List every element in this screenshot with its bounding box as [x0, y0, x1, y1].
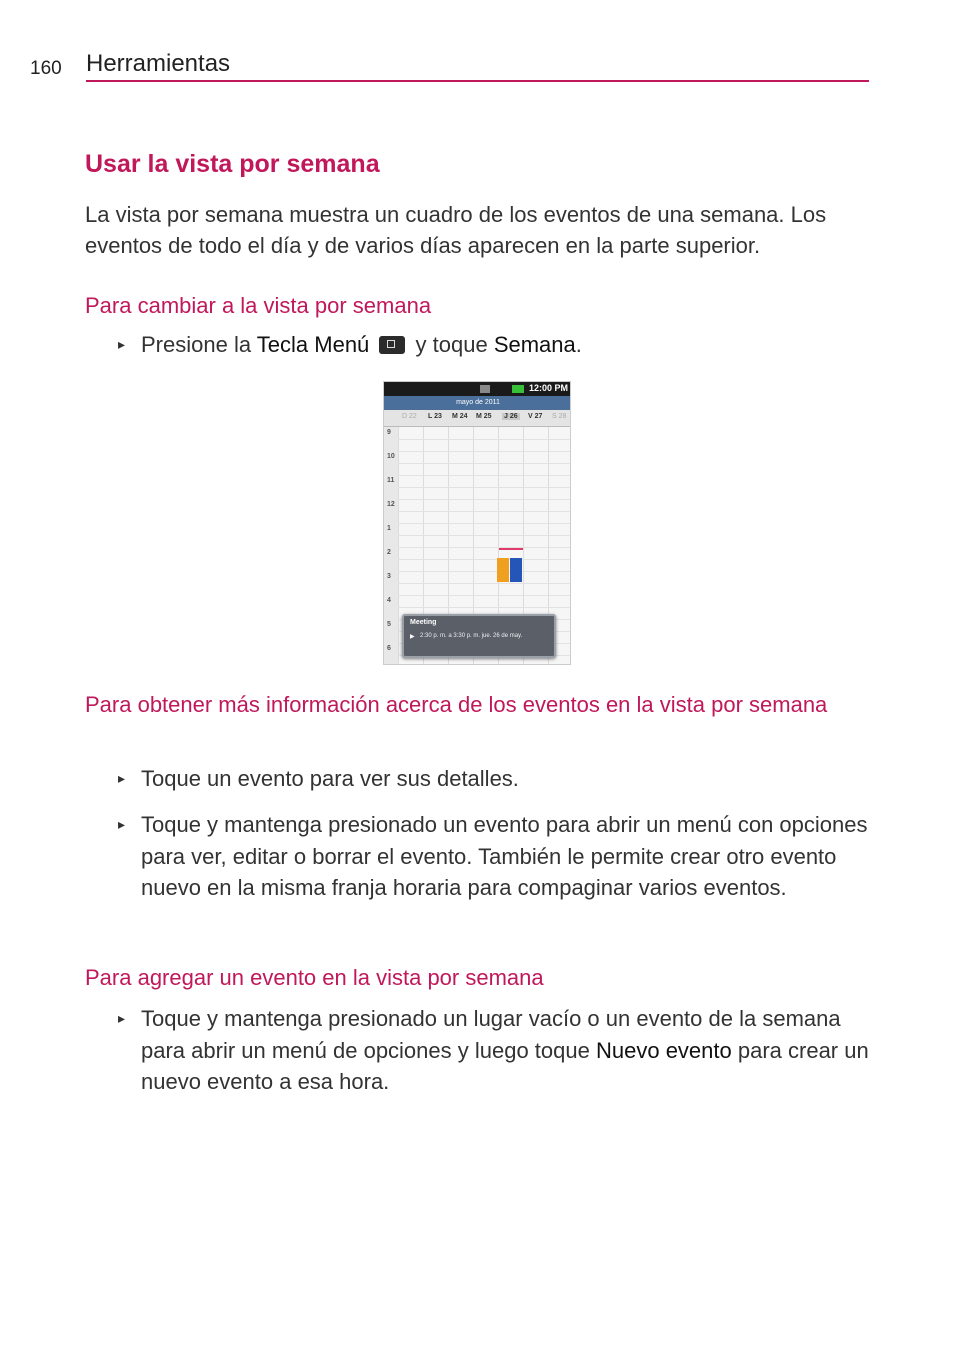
subsection-title-event-info: Para obtener más información acerca de los eventos en la vista por semana — [85, 692, 828, 717]
hour-label: 10 — [387, 453, 395, 460]
hour-label: 12 — [387, 501, 395, 508]
page-number: 160 — [30, 58, 62, 79]
day-header — [384, 410, 571, 427]
subsection-title-change-view: Para cambiar a la vista por semana — [85, 293, 432, 318]
day-label[interactable]: S 28 — [552, 413, 567, 420]
grid-line — [398, 511, 571, 512]
menu-key-label: Tecla Menú — [256, 332, 370, 357]
event-marker — [499, 548, 523, 550]
bullet-text: . — [575, 332, 582, 357]
subsection-title-add-event: Para agregar un evento en la vista por semana — [85, 965, 544, 990]
hour-label: 2 — [387, 549, 391, 556]
section-title: Usar la vista por semana — [85, 150, 380, 178]
hour-label: 11 — [387, 477, 395, 484]
grid-line — [398, 475, 571, 476]
header-rule — [86, 80, 869, 82]
grid-line — [398, 463, 571, 464]
event-popup[interactable] — [402, 614, 556, 658]
hour-label: 4 — [387, 597, 391, 604]
grid-line — [398, 595, 571, 596]
hour-column — [384, 427, 398, 665]
grid-line — [398, 535, 571, 536]
day-label[interactable]: M 24 — [452, 413, 468, 420]
week-grid[interactable] — [384, 427, 571, 665]
hour-label: 5 — [387, 621, 391, 628]
event-block[interactable] — [510, 558, 522, 582]
grid-line — [398, 559, 571, 560]
grid-line — [398, 439, 571, 440]
bullet-text: Toque y mantenga presionado un lugar vacío o un evento de la semana para abrir un menú de opciones y luego toque — [141, 1006, 841, 1063]
day-label-today[interactable]: J 26 — [504, 413, 518, 420]
day-label[interactable]: L 23 — [428, 413, 442, 420]
play-icon: ▶ — [410, 634, 415, 640]
day-label[interactable]: D 22 — [402, 413, 417, 420]
hour-label: 6 — [387, 645, 391, 652]
triangle-right-icon: ▸ — [118, 336, 126, 352]
status-bar — [384, 382, 571, 396]
battery-icon — [512, 385, 524, 393]
hour-label: 9 — [387, 429, 391, 436]
week-view-screenshot — [383, 381, 571, 665]
menu-key-icon — [379, 336, 405, 354]
grid-line — [398, 487, 571, 488]
bullet-text: y toque — [409, 332, 494, 357]
grid-line — [398, 583, 571, 584]
grid-line — [398, 607, 571, 608]
grid-line — [398, 451, 571, 452]
grid-line — [398, 499, 571, 500]
new-event-label: Nuevo evento — [595, 1037, 732, 1063]
popup-title: Meeting — [410, 619, 437, 626]
status-time: 12:00 PM — [528, 383, 568, 393]
chapter-title: Herramientas — [86, 50, 231, 77]
triangle-right-icon: ▸ — [118, 1010, 126, 1026]
grid-line — [398, 523, 571, 524]
grid-line — [398, 571, 571, 572]
grid-line — [398, 547, 571, 548]
triangle-right-icon: ▸ — [118, 816, 126, 832]
hour-label: 1 — [387, 525, 391, 532]
bullet-text: para crear un nuevo evento a esa hora. — [141, 1037, 869, 1094]
bullet-text: Toque un evento para ver sus detalles. — [141, 766, 519, 791]
bullet-text: Presione la — [141, 332, 257, 357]
section-intro: La vista por semana muestra un cuadro de los eventos de una semana. Los eventos de todo el día y de varios días aparecen en la parte superior. — [85, 202, 827, 258]
popup-detail: 2:30 p. m. a 3:30 p. m. jue. 26 de may. — [420, 633, 523, 639]
day-label[interactable]: M 25 — [476, 413, 492, 420]
triangle-right-icon: ▸ — [118, 770, 126, 786]
day-label[interactable]: V 27 — [528, 413, 543, 420]
hour-label: 3 — [387, 573, 391, 580]
event-block[interactable] — [497, 558, 509, 582]
week-option-label: Semana — [493, 332, 576, 357]
signal-icon — [480, 385, 490, 393]
bullet-text: Toque y mantenga presionado un evento para abrir un menú con opciones para ver, editar o borrar el evento. También le permite crear otro evento nuevo en la misma franja horaria para compaginar varios eventos. — [141, 812, 868, 900]
month-title: mayo de 2011 — [384, 396, 571, 410]
